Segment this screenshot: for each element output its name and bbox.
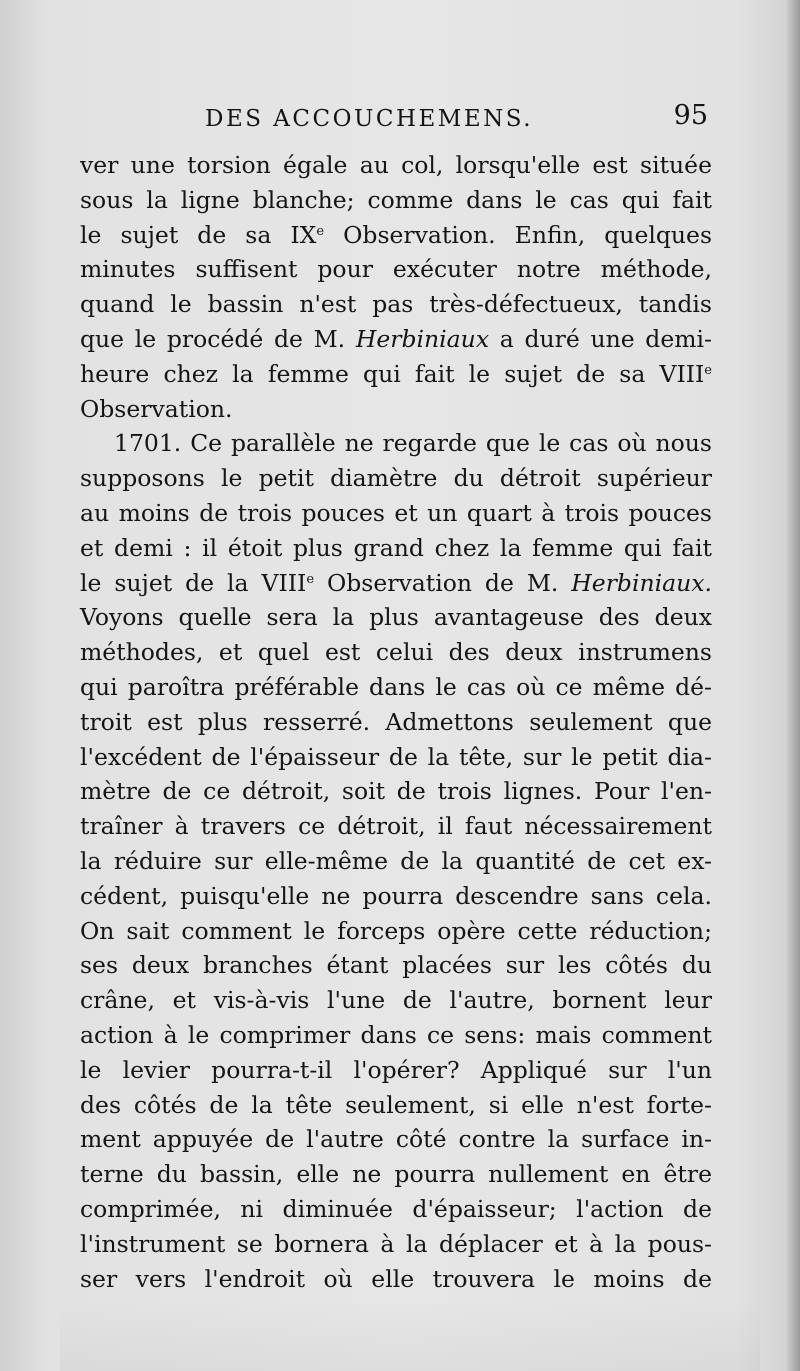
text-line: terne du bassin, elle ne pourra nullement en être [80, 1160, 712, 1189]
text-line: cédent, puisqu'elle ne pourra descendre sans cela. [80, 881, 712, 910]
paragraph-start-line: 1701. Ce parallèle ne regarde que le cas où nous [114, 429, 712, 458]
text-line: On sait comment le forceps opère cette réduction; [80, 916, 712, 945]
text-line: action à le comprimer dans ce sens: mais comment [80, 1020, 712, 1049]
text-line: heure chez la femme qui fait le sujet de sa VIIIe [80, 359, 712, 388]
superscript: e [306, 571, 315, 587]
text-line: minutes suffisent pour exécuter notre méthode, [80, 255, 712, 284]
text-line: au moins de trois pouces et un quart à trois pouces [80, 498, 712, 527]
text-line: ses deux branches étant placées sur les côtés du [80, 951, 712, 980]
body-text [80, 148, 712, 1296]
text-line: l'instrument se bornera à la déplacer et à la pous- [80, 1229, 712, 1258]
text-line: Observation. [80, 394, 233, 423]
text-line: sous la ligne blanche; comme dans le cas qui fait [80, 185, 712, 214]
running-title: DES ACCOUCHEMENS. [205, 106, 534, 132]
text-line: des côtés de la tête seulement, si elle n'est forte- [80, 1090, 712, 1119]
text-line: crâne, et vis-à-vis l'une de l'autre, bornent leur [80, 986, 712, 1015]
superscript: e [316, 223, 325, 239]
text-line: comprimée, ni diminuée d'épaisseur; l'action de [80, 1194, 712, 1223]
text-line: méthodes, et quel est celui des deux instrumens [80, 638, 712, 667]
page-number: 95 [673, 100, 708, 131]
text-line: ver une torsion égale au col, lorsqu'elle est située [80, 151, 712, 179]
text-line: le sujet de sa IXe Observation. Enfin, quelques [80, 220, 713, 249]
text-line: l'excédent de l'épaisseur de la tête, sur le petit dia- [80, 742, 712, 771]
text-line: quand le bassin n'est pas très-défectueux, tandis [80, 290, 712, 319]
page-edge-shadow [786, 0, 800, 1371]
page-header [150, 100, 710, 140]
text-line: le sujet de la VIIIe Observation de M. Herbiniaux. [80, 568, 713, 597]
text-line: supposons le petit diamètre du détroit supérieur [80, 464, 712, 493]
text-line: que le procédé de M. Herbiniaux a duré une demi- [80, 324, 712, 353]
text-line: mètre de ce détroit, soit de trois lignes. Pour l'en- [80, 777, 712, 806]
text-line: la réduire sur elle-même de la quantité de cet ex- [80, 846, 712, 875]
page-bottom-shade [60, 1300, 760, 1371]
italic-name: Herbiniaux. [571, 568, 713, 597]
text-line: ment appuyée de l'autre côté contre la surface in- [80, 1125, 712, 1154]
text-line: et demi : il étoit plus grand chez la femme qui fait [80, 533, 712, 562]
text-line: ser vers l'endroit où elle trouvera le moins de [80, 1264, 712, 1293]
text-line: qui paroîtra préférable dans le cas où ce même dé- [80, 672, 712, 701]
text-line: Voyons quelle sera la plus avantageuse des deux [80, 603, 712, 632]
superscript: e [704, 362, 712, 378]
italic-name: Herbiniaux [355, 324, 490, 353]
text-line: le levier pourra-t-il l'opérer? Appliqué sur l'un [80, 1055, 712, 1084]
text-line: troit est plus resserré. Admettons seulement que [80, 707, 712, 736]
text-line: traîner à travers ce détroit, il faut nécessairement [80, 812, 712, 841]
